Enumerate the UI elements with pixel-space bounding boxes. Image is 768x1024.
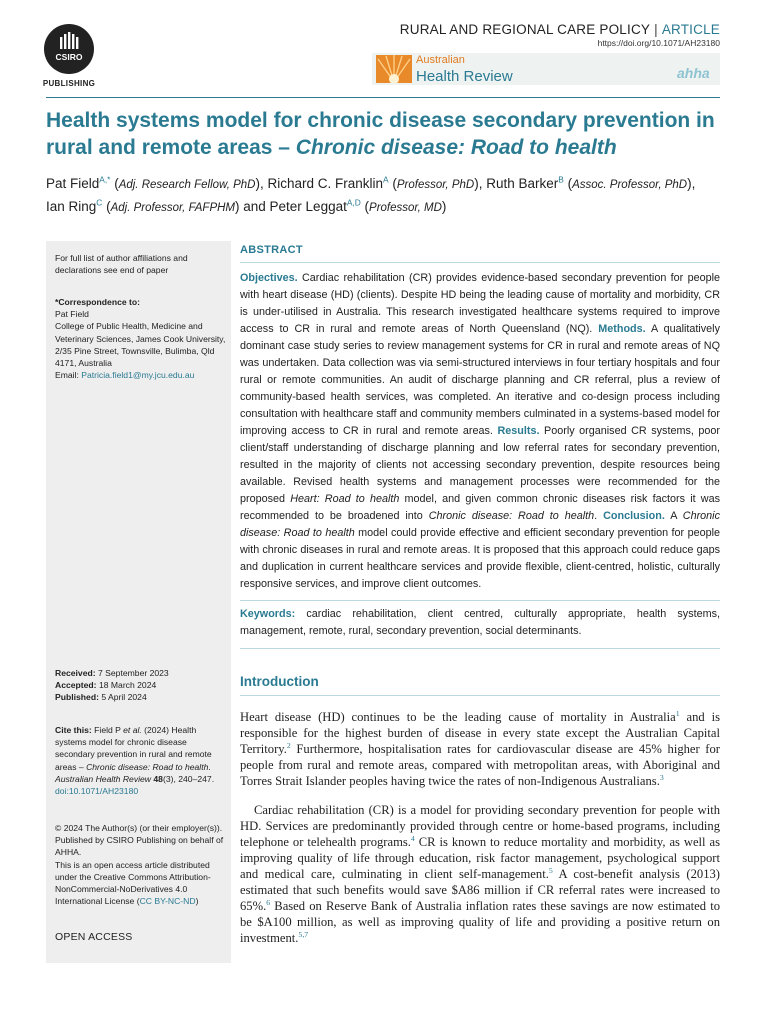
citation-block: Cite this: Field P et al. (2024) Health systems model for chronic disease secondary prevention in rural and remote areas – Chronic disease: Road to health. Australian Health Review 48(3), 240–247. doi:10.1071/AH23180 — [55, 725, 215, 797]
journal-sunburst-icon — [376, 55, 412, 83]
objectives-text: Cardiac rehabilitation (CR) provides evidence-based secondary prevention for people with heart disease (HD) (clients). Despite HD being the leading cause of mortality and morbidity, CR is under-utilised in Australia. This research investigated healthcare systems required to improve access to CR in rural and remote areas of North Queensland (NQ). — [240, 272, 720, 335]
author-name: Peter Leggat — [269, 199, 347, 214]
body-text: Based on Reserve Bank of Australia inflation rates these savings are now estimated to be $A100 million, as well as improving quality of life and providing a positive return on investment. — [240, 899, 720, 945]
cite-pages: (3), 240–247. — [162, 773, 215, 784]
keywords-bottom-divider — [240, 648, 720, 649]
license-text: This is an open access article distributed under the Creative Commons Attribution-NonCommercial-NoDerivatives 4.0 International License ( — [55, 859, 211, 907]
cite-title-italic: Chronic disease: Road to health — [86, 761, 209, 772]
author-role: Adj. Research Fellow, PhD — [118, 179, 256, 191]
article-type: ARTICLE — [661, 22, 720, 37]
ahha-logo: ahha — [677, 65, 710, 81]
open-access-label: OPEN ACCESS — [55, 931, 133, 943]
email-label: Email: — [55, 370, 82, 381]
author-name: Ian Ring — [46, 199, 97, 214]
body-text: Cardiac rehabilitation (CR) is a model for providing secondary prevention for people with HD. Services are predominantly provided through centre or home-based programs, including telephone or telehealth programs. — [240, 803, 720, 849]
body-text: CR is known to reduce mortality and morbidity, as well as improving quality of life through education, risk factor management, psychological support and medical care, culminating in client self-management. — [240, 835, 720, 881]
objectives-label: Objectives. — [240, 272, 298, 284]
intro-paragraph-2 — [240, 802, 720, 946]
cite-etal: et al. — [123, 725, 142, 735]
keywords-label: Keywords: — [240, 608, 296, 620]
reference-marker[interactable]: 6 — [266, 897, 271, 907]
body-text: Furthermore, hospitalisation rates for cardiovascular disease are 45% higher for people from rural and remote areas, compared with metropolitan areas, with Aboriginal and Torres Strait Islander peoples having twice the rates of non-Indigenous Australians. — [240, 742, 720, 788]
svg-text:CSIRO: CSIRO — [55, 52, 83, 62]
csiro-logo — [44, 24, 94, 74]
affiliation-note: For full list of author affiliations and declarations see end of paper — [55, 253, 188, 276]
correspondence-block — [55, 296, 227, 381]
correspondence-address: College of Public Health, Medicine and Veterinary Sciences, James Cook University, 2/35 Pine Street, Townsville, Bulimba, Qld 4171, Australia — [55, 321, 226, 369]
accepted-date: 18 March 2024 — [98, 680, 157, 691]
introduction-divider — [240, 695, 720, 696]
conclusion-text: A — [664, 510, 683, 522]
correspondence-label: *Correspondence to: — [55, 297, 140, 307]
cite-journal: Australian Health Review — [55, 773, 152, 784]
article-title — [46, 107, 736, 161]
csiro-logo-icon — [44, 24, 94, 74]
introduction-heading: Introduction — [240, 674, 319, 689]
body-text: Heart disease (HD) continues to be the leading cause of mortality in Australia — [240, 710, 676, 724]
journal-name-line2: Health Review — [416, 68, 513, 85]
reference-marker[interactable]: 5,7 — [298, 929, 309, 939]
author-affiliation: B — [558, 174, 564, 185]
title-italic: Chronic disease: Road to health — [295, 136, 617, 159]
author-role: Professor, MD — [369, 202, 442, 214]
methods-label: Methods. — [592, 323, 646, 335]
license-link[interactable]: CC BY-NC-ND — [139, 896, 196, 907]
copyright-text: © 2024 The Author(s) (or their employer(s)). Published by CSIRO Publishing on behalf of AHHA. — [55, 823, 224, 858]
cite-authors: Field P — [94, 725, 124, 735]
conclusion-label: Conclusion. — [597, 510, 665, 522]
author-affiliation: A,* — [99, 174, 111, 185]
journal-section — [400, 22, 720, 37]
received-date: 7 September 2023 — [98, 668, 169, 678]
cite-title: (2024) Health systems model for chronic disease secondary prevention in rural and remote areas – — [55, 725, 212, 772]
author-affiliation: C — [96, 197, 103, 208]
dates-block — [55, 667, 227, 704]
body-text: A cost-benefit analysis (2013) estimated that such benefits would save $A86 million if CR referral rates were increased to 65%. — [240, 867, 720, 913]
license-close: ) — [195, 896, 199, 907]
reference-marker[interactable]: 4 — [410, 833, 415, 843]
results-italic: Chronic disease: Road to health — [428, 510, 595, 522]
author-role: Adj. Professor, FAFPHM — [110, 202, 235, 214]
keywords — [240, 606, 720, 640]
conclusion-text: model could provide effective and efficient secondary prevention for people with chronic diseases in rural and remote areas. It is proposed that this approach could reduce gaps and duplication in current healthcare services and provide flexible, client-centred, holistic, culturally responsive services, and improve client outcomes. — [240, 527, 720, 590]
body-text: and is responsible for the highest burden of disease in every state except the Australian Capital Territory. — [240, 710, 720, 756]
published-label: Published: — [55, 692, 99, 703]
correspondence-name: Pat Field — [55, 309, 89, 320]
email-link[interactable]: Patricia.field1@my.jcu.edu.au — [81, 370, 195, 381]
keywords-divider — [240, 600, 720, 601]
results-italic: Heart: Road to health — [290, 493, 400, 505]
author-list: Pat Field$^{A,*}$ (Adj. Research Fellow, PhD), Richard C. Franklin$^A$ (Professor, PhD), Ruth Barker$^B$ (Assoc. Professor, PhD), Ian Ring$^C$ (Adj. Professor, FAFPHM) and Peter Leggat$^{A,D}$ (Professor, MD) — [46, 174, 696, 214]
results-text: model, and given common chronic diseases risk factors it was recommended to be broadened into — [240, 493, 720, 522]
cite-doi-link[interactable]: doi:10.1071/AH23180 — [55, 786, 139, 797]
received-label: Received: — [55, 668, 96, 678]
cite-volume: 48 — [153, 773, 163, 784]
section-separator: | — [654, 22, 658, 37]
author-name: Pat Field — [46, 176, 100, 191]
reference-marker[interactable]: 2 — [286, 740, 291, 750]
title-main: Health systems model for chronic disease secondary prevention in rural and remote areas – — [46, 109, 715, 159]
reference-marker[interactable]: 3 — [659, 772, 664, 782]
author-affiliation: A — [383, 174, 389, 185]
results-label: Results. — [492, 425, 540, 437]
doi-link[interactable]: https://doi.org/10.1071/AH23180 — [597, 38, 720, 48]
author-role: Professor, PhD — [396, 179, 475, 191]
published-date: 5 April 2024 — [101, 692, 147, 703]
reference-marker[interactable]: 1 — [675, 708, 680, 718]
abstract-heading: ABSTRACT — [240, 244, 303, 256]
author-name: Richard C. Franklin — [267, 176, 384, 191]
copyright-block — [55, 822, 227, 907]
intro-paragraph-1 — [240, 709, 720, 789]
results-text: . — [594, 510, 598, 522]
keywords-text: cardiac rehabilitation, client centred, culturally appropriate, health systems, management, remote, rural, secondary prevention, social determinants. — [240, 608, 720, 637]
author-name: Ruth Barker — [486, 176, 559, 191]
conclusion-italic: Chronic disease: Road to health — [240, 510, 720, 539]
section-name: RURAL AND REGIONAL CARE POLICY — [399, 22, 651, 37]
journal-name-line1: Australian — [416, 54, 465, 66]
abstract-text — [240, 270, 720, 593]
author-role: Assoc. Professor, PhD — [572, 179, 688, 191]
accepted-label: Accepted: — [55, 680, 97, 691]
header-divider — [46, 97, 720, 98]
results-text: Poorly organised CR systems, poor client/staff understanding of discharge planning and low referral rates for secondary prevention, resulted in the majority of clients not accessing secondary prevention, despite resources being available. Revised health systems and management processes were recommended for the proposed — [240, 425, 720, 505]
cite-label: Cite this: — [55, 725, 92, 735]
methods-text: A qualitatively dominant case study series to review management systems for CR in rural and remote areas of NQ was undertaken. Data collection was via semi-structured interviews in four tertiary hospitals and four rural or remote communities. An audit of discharge planning and CR referral, plus a review of community-based health services, was completed. An iterative and co-design process including consultation with healthcare staff and community members culminated in a systems-based model for improving access to CR in rural and remote areas. — [240, 323, 720, 437]
publisher-label: PUBLISHING — [42, 79, 96, 88]
reference-marker[interactable]: 5 — [548, 865, 553, 875]
author-affiliation: A,D — [346, 197, 361, 208]
